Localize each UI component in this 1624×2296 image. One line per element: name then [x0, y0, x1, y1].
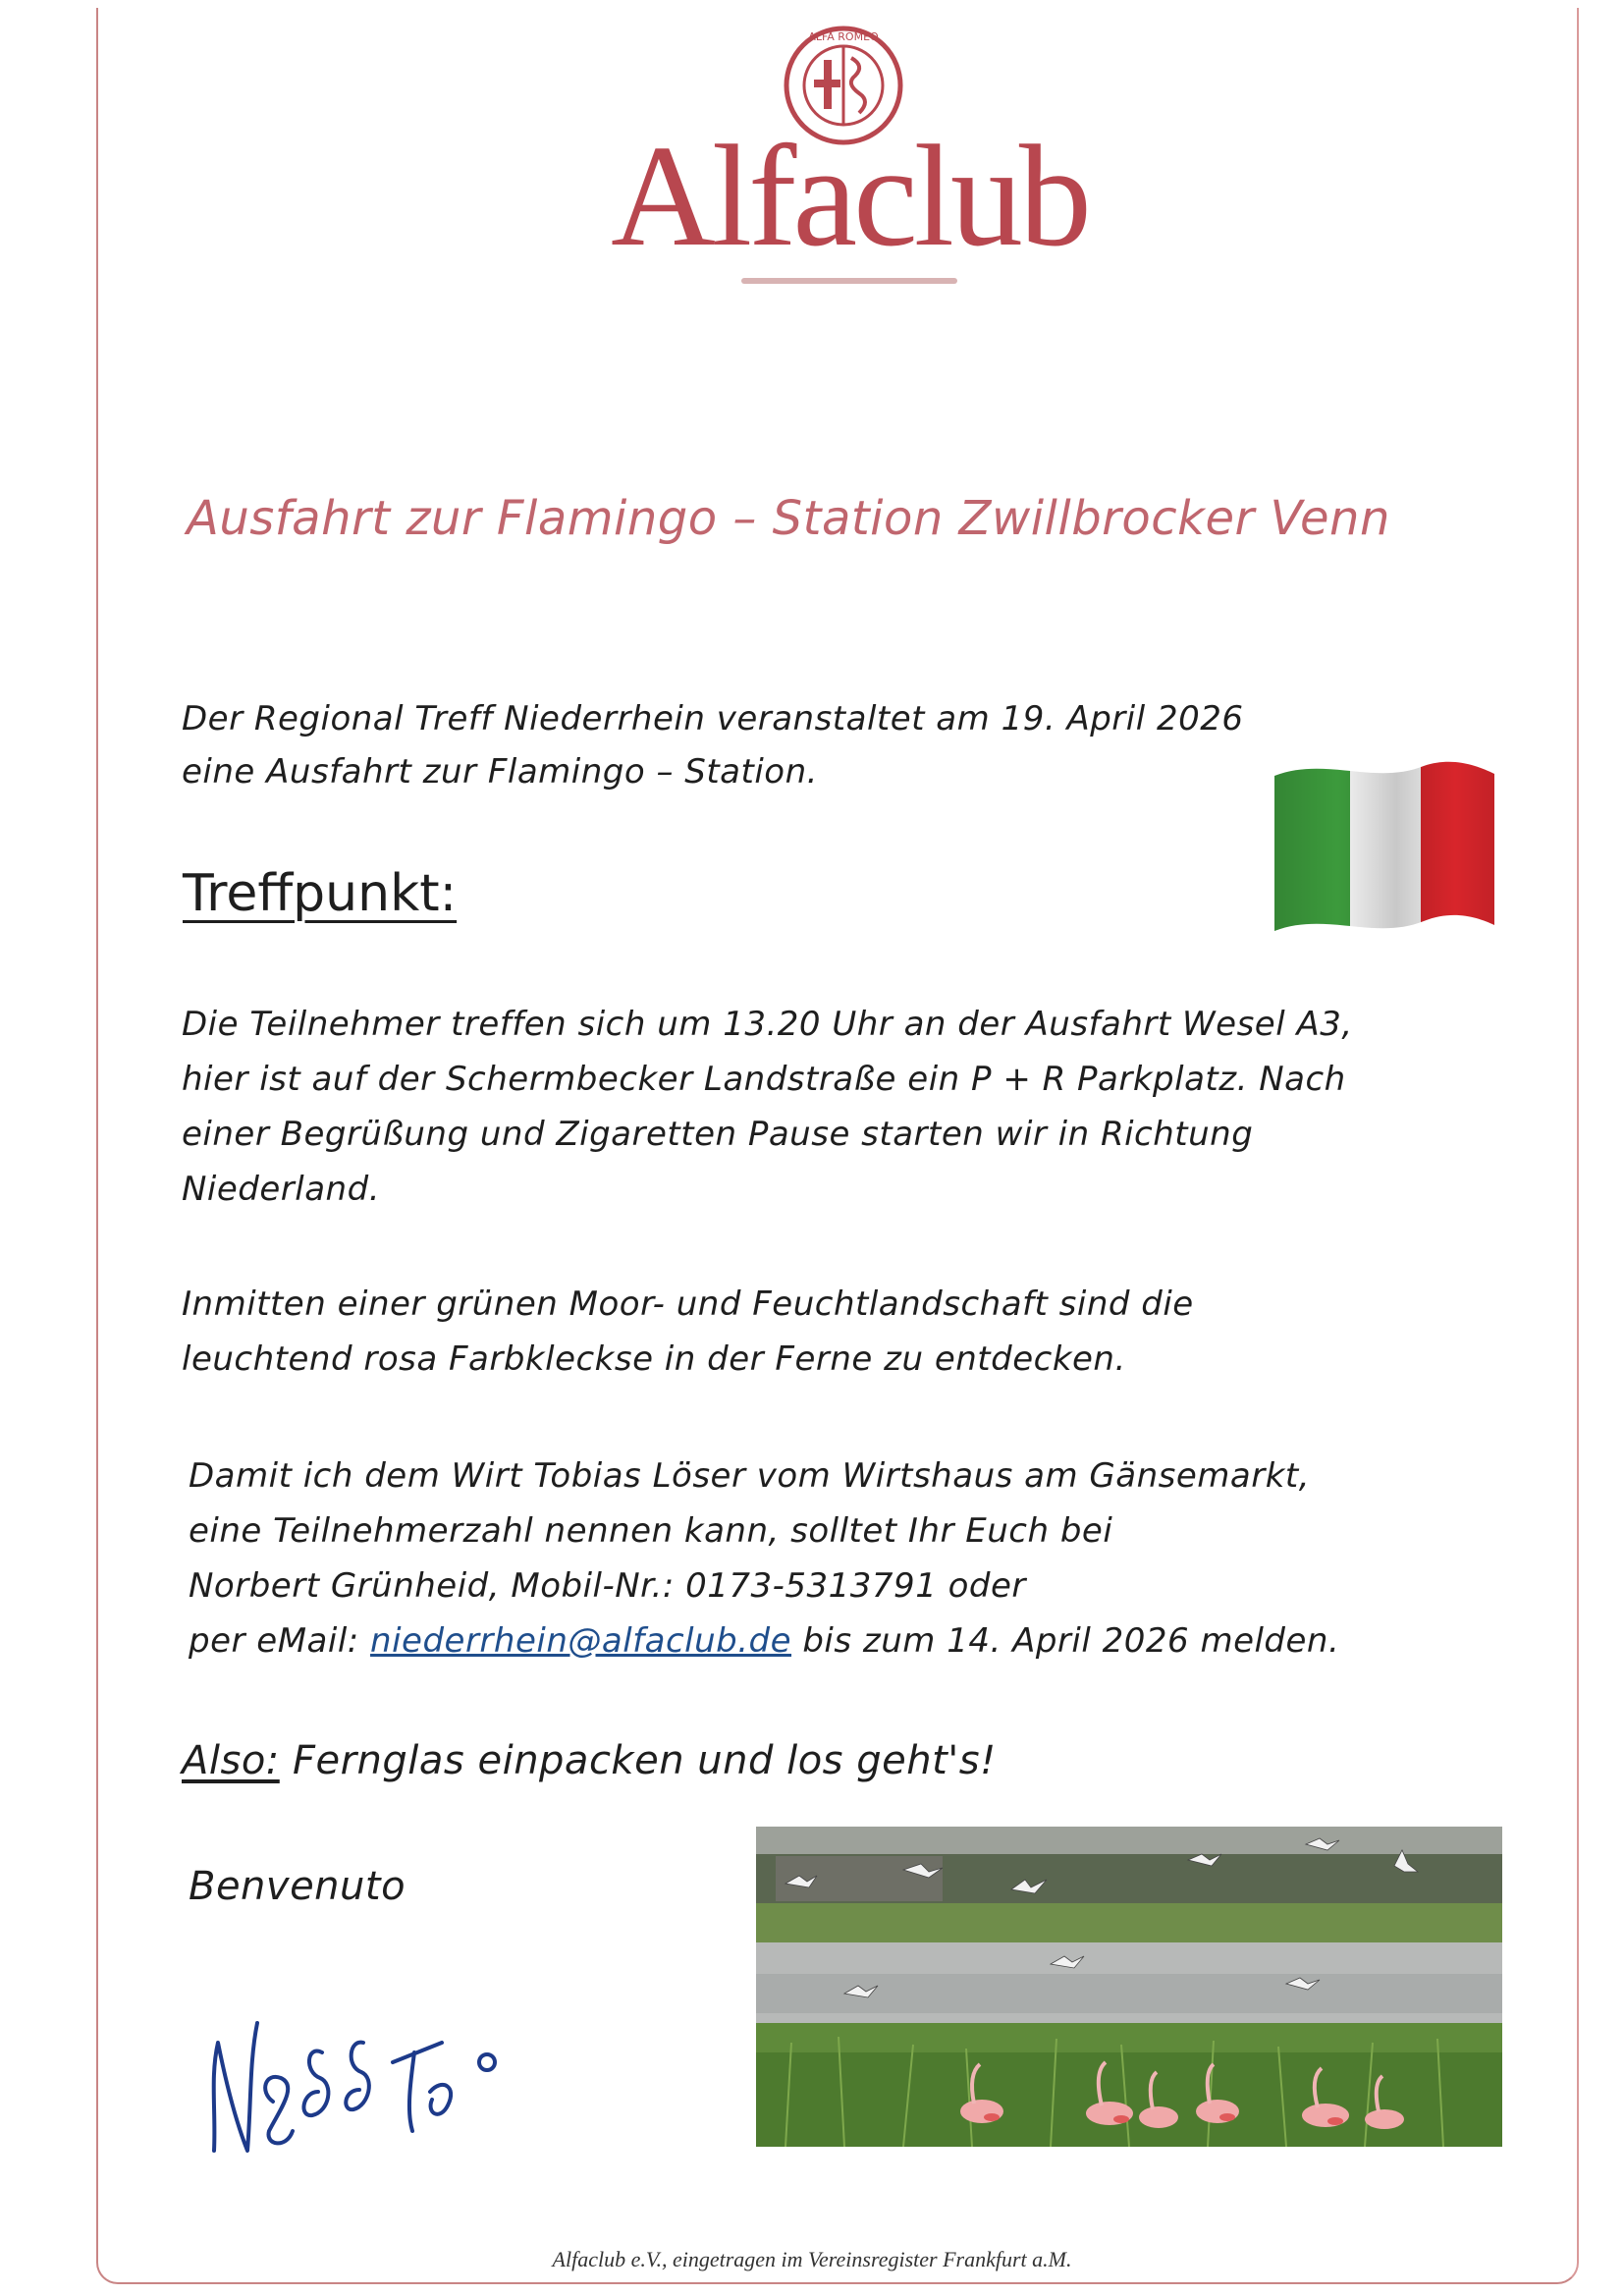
also-text: Fernglas einpacken und los geht's!	[279, 1738, 997, 1783]
intro-line: Der Regional Treff Niederrhein veranstaltet am 19. April 2026	[182, 699, 1244, 738]
closing-text: Benvenuto	[189, 1864, 406, 1909]
italian-flag-icon	[1267, 756, 1502, 943]
also-line	[182, 1738, 997, 1783]
landscape-line: leuchtend rosa Farbkleckse in der Ferne zu entdecken.	[182, 1339, 1126, 1379]
logo-wordmark: Alfaclub	[611, 116, 1088, 277]
registration-line: Damit ich dem Wirt Tobias Löser vom Wirtshaus am Gänsemarkt,	[189, 1456, 1311, 1496]
email-prefix: per eMail:	[189, 1621, 371, 1661]
treffpunkt-heading: Treffpunkt:	[183, 864, 458, 923]
treffpunkt-line: hier ist auf der Schermbecker Landstraße ein P + R Parkplatz. Nach	[182, 1060, 1346, 1099]
page-title: Ausfahrt zur Flamingo – Station Zwillbrocker Venn	[187, 491, 1390, 546]
intro-paragraph	[182, 692, 1244, 798]
email-link[interactable]: niederrhein@alfaclub.de	[370, 1621, 792, 1661]
treffpunkt-paragraph	[182, 997, 1353, 1217]
alfaclub-logo	[584, 25, 1114, 295]
treffpunkt-line: Niederland.	[182, 1170, 380, 1209]
logo-badge-text: ALFA ROMEO	[808, 30, 879, 43]
also-label: Also:	[182, 1738, 280, 1783]
registration-line	[189, 1613, 1339, 1668]
treffpunkt-line: Die Teilnehmer treffen sich um 13.20 Uhr an der Ausfahrt Wesel A3,	[182, 1005, 1353, 1044]
registration-line: Norbert Grünheid, Mobil-Nr.: 0173-5313791 oder	[189, 1566, 1026, 1606]
email-suffix: bis zum 14. April 2026 melden.	[791, 1621, 1340, 1661]
signature-icon	[196, 1984, 520, 2170]
logo-underline	[741, 278, 957, 284]
registration-line: eine Teilnehmerzahl nennen kann, solltet Ihr Euch bei	[189, 1511, 1113, 1551]
landscape-paragraph	[182, 1277, 1194, 1387]
registration-paragraph	[189, 1449, 1339, 1668]
landscape-line: Inmitten einer grünen Moor- und Feuchtlandschaft sind die	[182, 1285, 1194, 1324]
footer-text: Alfaclub e.V., eingetragen im Vereinsregister Frankfurt a.M.	[552, 2247, 1072, 2271]
flamingo-lake-photo	[756, 1827, 1502, 2147]
intro-line: eine Ausfahrt zur Flamingo – Station.	[182, 752, 818, 792]
treffpunkt-line: einer Begrüßung und Zigaretten Pause starten wir in Richtung	[182, 1115, 1254, 1154]
